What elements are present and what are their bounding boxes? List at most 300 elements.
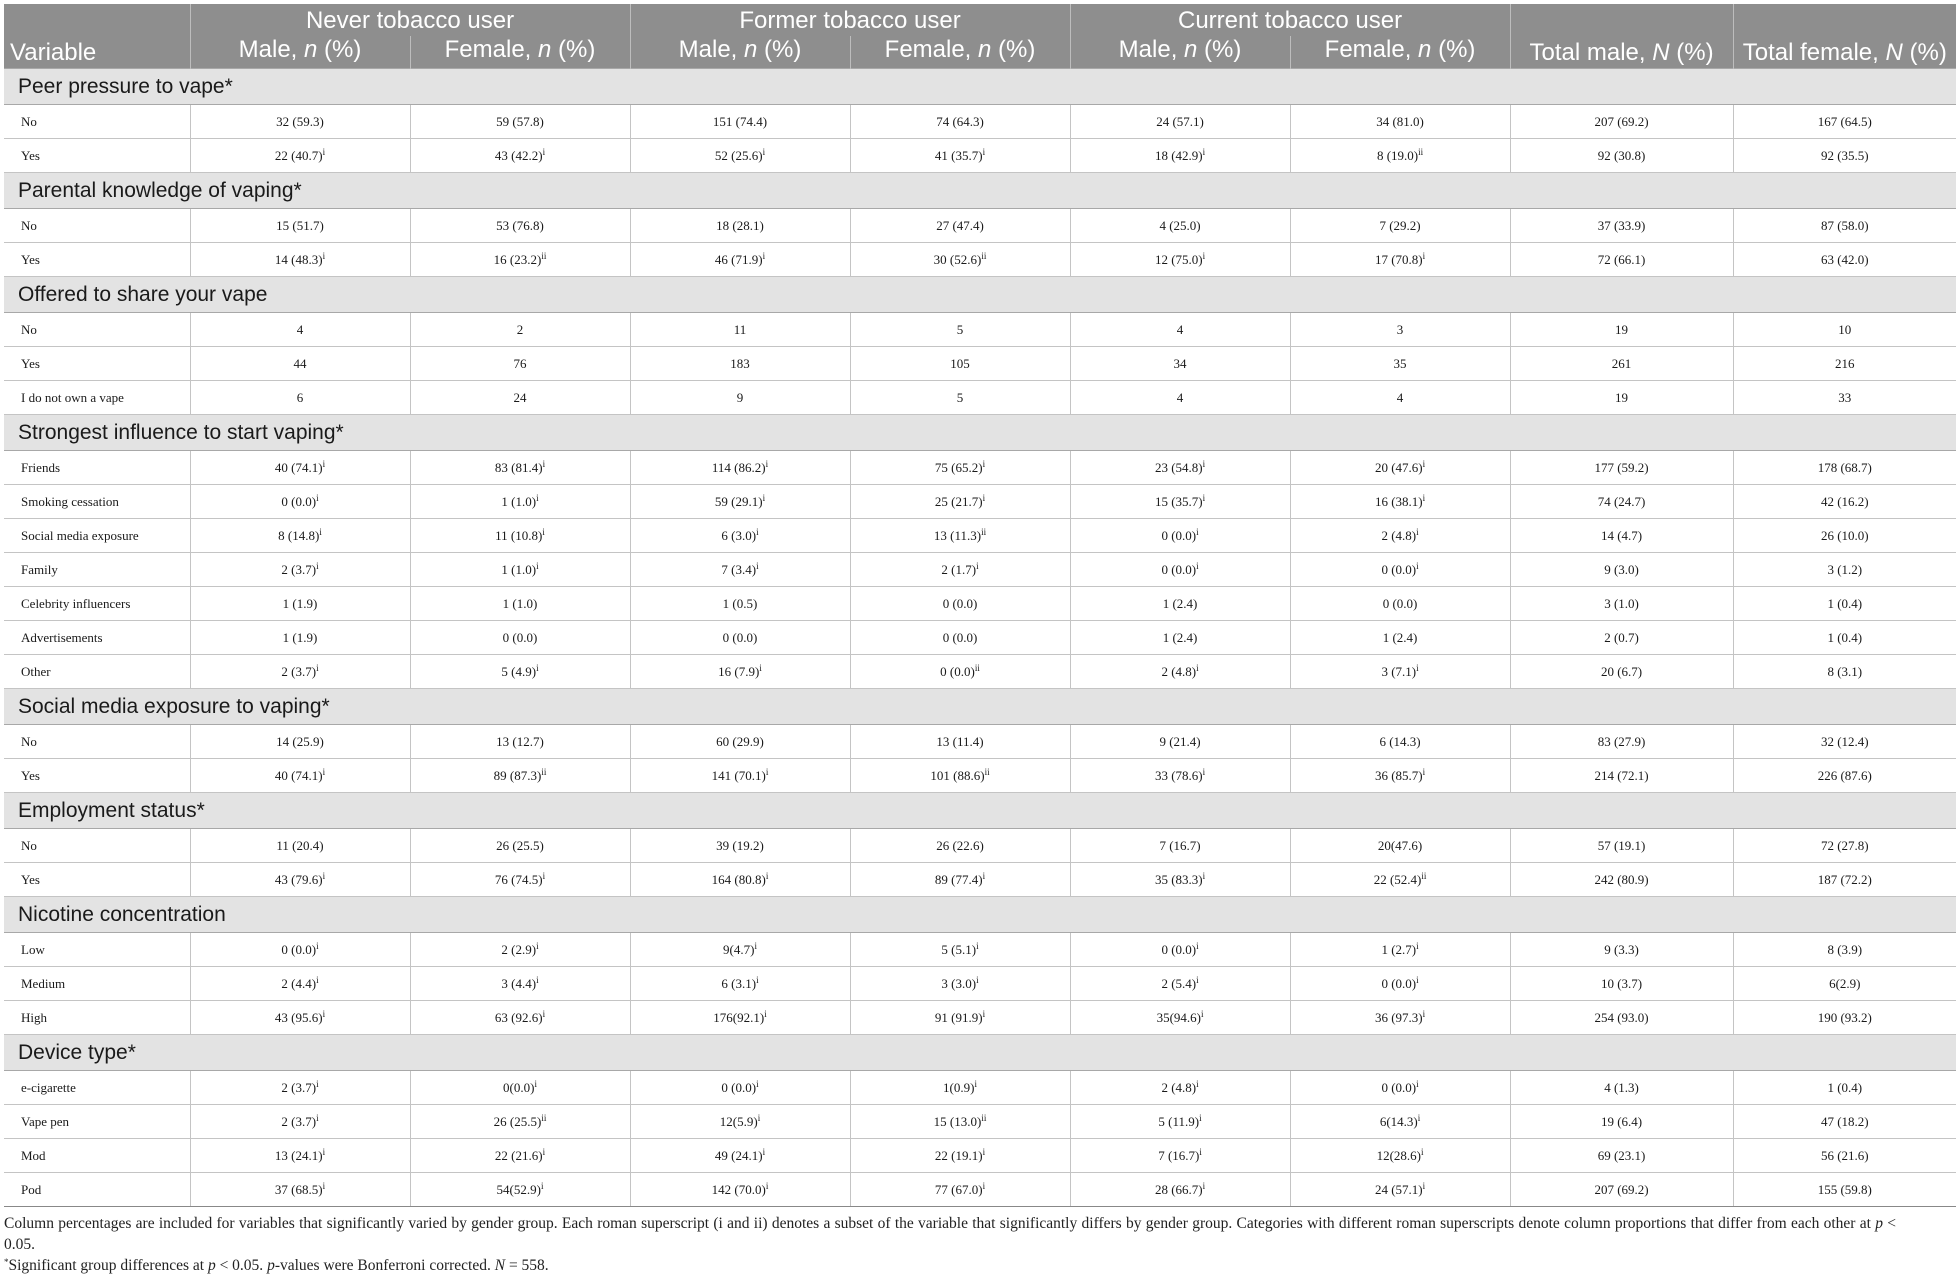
table-cell [1290,313,1510,347]
row-label: Other [4,655,190,689]
footnote-columns: Column percentages are included for variables that significantly varied by gender group. Each roman superscript (i and ii) denotes a subset of the variable that significantly differs by gender group. Categories with different roman superscripts denote column proportions that differ from each other at p < 0.05. [4,1215,1896,1253]
cell-superscript: i [322,1146,326,1157]
table-cell [630,209,850,243]
table-cell [630,1105,850,1139]
cell-value: 43 (42.2) [494,147,543,163]
cell-superscript: i [322,1008,326,1019]
cell-value: 7 (16.7) [1158,1147,1200,1163]
cell-superscript: ii [981,526,987,537]
table-cell [190,759,410,793]
table-cell [410,1173,630,1207]
cell-superscript: i [536,940,539,951]
cell-superscript: i [540,1180,544,1191]
table-cell [1290,1105,1510,1139]
table-cell [1290,967,1510,1001]
cell-value: 9 [736,389,744,405]
cell-value: 141 (70.1) [711,767,766,783]
table-cell [1290,553,1510,587]
table-cell [1070,451,1290,485]
table-cell [1733,519,1956,553]
table-cell [850,313,1070,347]
cell-value: 27 (47.4) [936,217,984,233]
cell-value: 0 (0.0) [940,663,975,679]
header-current-female: Female, n (%) [1290,36,1510,69]
cell-superscript: i [762,250,766,261]
table-cell [190,725,410,759]
cell-value: 24 [513,389,527,405]
cell-superscript: i [1416,940,1419,951]
row-label: Smoking cessation [4,485,190,519]
table-cell [1510,553,1733,587]
cell-superscript: i [316,560,319,571]
cell-value: 35 [1393,355,1407,371]
table-cell [630,519,850,553]
cell-superscript: i [316,940,319,951]
table-cell [1733,1105,1956,1139]
cell-value: 216 [1835,355,1855,371]
table-cell [1290,209,1510,243]
table-cell [1290,381,1510,415]
table-cell [1070,1105,1290,1139]
cell-value: 183 [730,355,750,371]
table-cell [1290,933,1510,967]
cell-superscript: i [316,492,319,503]
row-label: No [4,829,190,863]
table-cell [410,553,630,587]
table-cell [850,485,1070,519]
table-cell [190,209,410,243]
cell-value: 74 (64.3) [936,113,984,129]
cell-value: 47 (18.2) [1820,1113,1869,1129]
table-cell [850,933,1070,967]
table-cell [190,553,410,587]
cell-superscript: i [1422,250,1426,261]
table-cell [1733,621,1956,655]
cell-value: 1 (2.7) [1381,941,1417,957]
cell-superscript: i [322,146,326,157]
section-header-row [4,793,1956,829]
cell-value: 1 (2.4) [1162,595,1198,611]
section-title: Peer pressure to vape* [4,69,1956,105]
cell-value: 6 (3.1) [721,975,757,991]
cell-superscript: i [982,1008,986,1019]
table-row [4,621,1956,655]
cell-superscript: i [762,1146,766,1157]
cell-superscript: i [316,974,319,985]
cell-value: 176(92.1) [713,1009,765,1025]
header-group-current: Current tobacco user [1070,4,1510,36]
table-row [4,1105,1956,1139]
cell-value: 1 (0.5) [722,595,758,611]
table-cell [190,587,410,621]
cell-value: 8 (19.0) [1376,147,1419,163]
section-header-row [4,689,1956,725]
cell-value: 187 (72.2) [1817,871,1872,887]
table-cell [850,347,1070,381]
table-cell [1070,209,1290,243]
cell-superscript: ii [541,1112,547,1123]
cell-value: 69 (23.1) [1597,1147,1646,1163]
header-former-female: Female, n (%) [850,36,1070,69]
cell-superscript: i [1200,1008,1204,1019]
cell-value: 33 [1838,389,1852,405]
cell-superscript: ii [1418,146,1424,157]
cell-value: 178 (68.7) [1817,459,1872,475]
table-header [4,4,1956,69]
cell-superscript: i [322,250,326,261]
table-cell [1070,587,1290,621]
table-cell [410,139,630,173]
cell-value: 12(28.6) [1376,1147,1421,1163]
table-cell [410,933,630,967]
header-current-male: Male, n (%) [1070,36,1290,69]
cell-value: 11 [733,321,747,337]
table-cell [1733,587,1956,621]
cell-value: 2 (4.8) [1161,663,1197,679]
cell-value: 63 (42.0) [1820,251,1869,267]
table-cell [190,313,410,347]
table-cell [1070,1071,1290,1105]
table-cell [1733,381,1956,415]
cell-superscript: i [1420,1146,1424,1157]
cell-value: 2 (4.8) [1161,1079,1197,1095]
cell-superscript: i [1202,870,1206,881]
table-cell [850,1173,1070,1207]
header-never-female: Female, n (%) [410,36,630,69]
cell-value: 41 (35.7) [934,147,983,163]
cell-value: 167 (64.5) [1817,113,1872,129]
table-cell [410,519,630,553]
cell-value: 8 (3.9) [1827,941,1863,957]
table-cell [1510,933,1733,967]
cell-value: 24 (57.1) [1156,113,1204,129]
table-row [4,1071,1956,1105]
table-cell [410,725,630,759]
cell-superscript: i [756,974,759,985]
cell-value: 10 (3.7) [1600,975,1643,991]
cell-superscript: i [316,1112,319,1123]
table-cell [410,485,630,519]
cell-value: 89 (87.3) [493,767,542,783]
cell-value: 151 (74.4) [712,113,768,129]
cell-value: 7 (29.2) [1379,217,1421,233]
cell-superscript: i [1422,492,1426,503]
table-cell [850,105,1070,139]
table-cell [410,829,630,863]
cell-value: 14 (25.9) [276,733,324,749]
table-cell [410,967,630,1001]
cell-value: 4 [296,321,304,337]
cell-value: 30 (52.6) [933,251,982,267]
cell-superscript: i [1196,526,1199,537]
cell-value: 36 (85.7) [1374,767,1423,783]
cell-value: 13 (12.7) [496,733,544,749]
cell-value: 0 (0.0) [1382,595,1418,611]
header-group-former: Former tobacco user [630,4,1070,36]
cell-value: 207 (69.2) [1594,1181,1649,1197]
table-cell [630,1173,850,1207]
row-label: e-cigarette [4,1071,190,1105]
table-cell [1290,829,1510,863]
cell-value: 15 (51.7) [276,217,324,233]
cell-value: 13 (11.3) [933,527,982,543]
table-row [4,105,1956,139]
section-title: Device type* [4,1035,1956,1071]
table-cell [1510,587,1733,621]
cell-value: 3 (1.2) [1827,561,1863,577]
table-footnotes [4,1213,1896,1276]
table-cell [1510,381,1733,415]
table-cell [630,105,850,139]
table-cell [190,381,410,415]
row-label: I do not own a vape [4,381,190,415]
cell-value: 56 (21.6) [1820,1147,1869,1163]
table-row [4,243,1956,277]
table-cell [1733,105,1956,139]
cell-value: 6 (3.0) [721,527,757,543]
table-row [4,725,1956,759]
table-cell [410,1071,630,1105]
cell-value: 20 (47.6) [1374,459,1423,475]
table-cell [1290,485,1510,519]
table-cell [1510,243,1733,277]
cell-value: 19 [1615,321,1629,337]
table-cell [850,863,1070,897]
table-cell [630,485,850,519]
cell-superscript: i [316,662,319,673]
table-row [4,655,1956,689]
cell-value: 4 (25.0) [1159,217,1201,233]
cell-superscript: i [1422,1008,1426,1019]
table-cell [630,933,850,967]
cell-value: 83 (81.4) [494,459,543,475]
table-cell [630,381,850,415]
cell-value: 26 (25.5) [496,837,544,853]
cell-value: 0 (0.0) [722,629,758,645]
cell-superscript: i [534,1078,537,1089]
cell-value: 2 (3.7) [281,1113,317,1129]
cell-superscript: i [756,526,759,537]
cell-value: 77 (67.0) [934,1181,983,1197]
row-label: No [4,209,190,243]
cell-value: 0 (0.0) [1381,975,1417,991]
cell-value: 16 (23.2) [493,251,542,267]
table-cell [190,1105,410,1139]
table-cell [1070,313,1290,347]
table-cell [850,1139,1070,1173]
cell-value: 35(94.6) [1156,1009,1201,1025]
cell-superscript: ii [981,250,987,261]
table-cell [1733,725,1956,759]
header-variable: Variable [4,4,190,69]
cell-value: 226 (87.6) [1817,767,1872,783]
table-cell [190,243,410,277]
cell-value: 18 (28.1) [716,217,764,233]
table-cell [1290,1071,1510,1105]
table-cell [1070,621,1290,655]
cell-superscript: i [765,870,769,881]
cell-value: 1 (2.4) [1162,629,1198,645]
table-cell [850,1071,1070,1105]
cell-superscript: i [316,1078,319,1089]
cell-value: 32 (12.4) [1820,733,1869,749]
cell-superscript: i [1416,974,1419,985]
cell-value: 1 (1.9) [282,629,318,645]
table-cell [410,381,630,415]
cell-superscript: i [542,870,546,881]
cell-value: 9 (3.0) [1604,561,1639,577]
table-cell [850,519,1070,553]
table-cell [850,381,1070,415]
table-cell [630,863,850,897]
table-cell [1070,139,1290,173]
cell-value: 12 (75.0) [1154,251,1203,267]
table-cell [1070,725,1290,759]
table-cell [1290,105,1510,139]
cell-superscript: i [1202,458,1206,469]
table-cell [1290,139,1510,173]
table-cell [1510,1105,1733,1139]
cell-superscript: i [1416,560,1419,571]
cell-value: 33 (78.6) [1154,767,1203,783]
cell-value: 6 (14.3) [1379,733,1421,749]
section-title: Nicotine concentration [4,897,1956,933]
cell-value: 91 (91.9) [934,1009,983,1025]
cell-superscript: i [765,458,769,469]
row-label: Pod [4,1173,190,1207]
cell-value: 5 [956,389,964,405]
table-cell [190,655,410,689]
row-label: Celebrity influencers [4,587,190,621]
row-label: High [4,1001,190,1035]
cell-superscript: i [322,766,326,777]
cell-superscript: i [756,560,759,571]
cell-value: 35 (83.3) [1154,871,1203,887]
cell-value: 92 (35.5) [1820,147,1869,163]
table-cell [1510,1071,1733,1105]
cell-superscript: i [976,974,979,985]
table-cell [1510,725,1733,759]
cell-superscript: i [1199,1112,1202,1123]
cell-value: 155 (59.8) [1817,1181,1872,1197]
cell-value: 1 (1.0) [502,595,538,611]
section-header-row [4,415,1956,451]
cell-value: 5 (11.9) [1158,1113,1200,1129]
cell-value: 2 (5.4) [1161,975,1197,991]
table-cell [410,1105,630,1139]
cell-value: 20 (6.7) [1600,663,1643,679]
cell-superscript: i [322,1180,326,1191]
table-cell [410,451,630,485]
cell-value: 3 [1396,321,1404,337]
table-cell [630,725,850,759]
cell-value: 22 (19.1) [934,1147,983,1163]
table-cell [1510,655,1733,689]
cell-superscript: i [542,1008,546,1019]
cell-superscript: i [1416,526,1419,537]
table-cell [190,485,410,519]
table-cell [1070,1001,1290,1035]
table-cell [1290,243,1510,277]
table-cell [1070,1173,1290,1207]
cell-value: 5 (5.1) [941,941,977,957]
table-cell [1070,655,1290,689]
table-cell [1290,863,1510,897]
row-label: No [4,725,190,759]
cell-value: 6 [296,389,304,405]
cell-value: 44 [293,355,307,371]
cell-value: 1 (1.0) [501,561,537,577]
section-header-row [4,1035,1956,1071]
table-row [4,209,1956,243]
table-cell [850,451,1070,485]
cell-value: 1 (0.4) [1827,629,1863,645]
row-label: No [4,313,190,347]
cell-superscript: i [982,492,986,503]
section-header-row [4,897,1956,933]
table-cell [410,209,630,243]
cell-superscript: i [1416,662,1419,673]
row-label: Vape pen [4,1105,190,1139]
section-title: Employment status* [4,793,1956,829]
cell-superscript: i [762,492,766,503]
cell-value: 59 (57.8) [496,113,544,129]
table-cell [1290,621,1510,655]
cell-value: 1 (1.0) [501,493,537,509]
table-cell [190,967,410,1001]
row-label: Medium [4,967,190,1001]
table-cell [1733,863,1956,897]
table-cell [850,139,1070,173]
table-row [4,347,1956,381]
table-cell [1733,967,1956,1001]
cell-value: 15 (13.0) [933,1113,982,1129]
table-cell [630,1139,850,1173]
cell-value: 36 (97.3) [1374,1009,1423,1025]
header-group-never: Never tobacco user [190,4,630,36]
table-cell [190,1071,410,1105]
cell-value: 92 (30.8) [1597,147,1646,163]
cell-value: 16 (7.9) [718,663,760,679]
table-cell [1510,139,1733,173]
table-cell [850,621,1070,655]
table-cell [410,313,630,347]
cell-value: 46 (71.9) [714,251,763,267]
cell-value: 2 (4.4) [281,975,317,991]
cell-superscript: i [1196,1078,1199,1089]
cell-value: 6(2.9) [1829,975,1861,991]
table-cell [1733,1173,1956,1207]
table-cell [1290,759,1510,793]
table-row [4,933,1956,967]
cell-value: 142 (70.0) [711,1181,766,1197]
cell-value: 22 (52.4) [1373,871,1422,887]
cell-superscript: ii [981,1112,987,1123]
cell-superscript: i [982,1180,986,1191]
cell-value: 37 (68.5) [274,1181,323,1197]
cell-value: 76 (74.5) [494,871,543,887]
table-cell [850,967,1070,1001]
cell-value: 74 (24.7) [1597,493,1646,509]
table-cell [190,347,410,381]
table-cell [1070,485,1290,519]
cell-superscript: i [762,146,766,157]
cell-value: 57 (19.1) [1597,837,1646,853]
cell-superscript: i [754,940,757,951]
cell-value: 40 (74.1) [274,767,323,783]
table-row [4,1001,1956,1035]
cell-superscript: ii [541,250,547,261]
